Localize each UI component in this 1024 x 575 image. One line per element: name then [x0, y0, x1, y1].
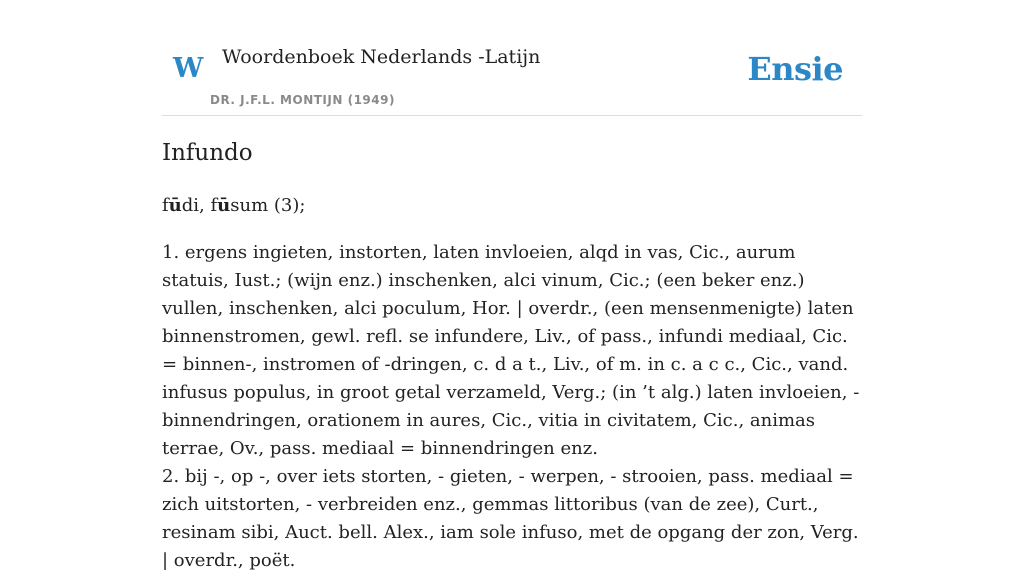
ensie-logo-link[interactable]: Ensie [747, 50, 843, 88]
definition-sense-2: 2. bij -, op -, over iets storten, - gieten, - werpen, - strooien, pass. mediaal = zich uitstorten, - verbreiden enz., gemmas littoribus (van de zee), Curt., resinam sibi, Auct. bell. Alex., iam sole infuso, met de opgang der zon, Verg. | overdr., poët. [162, 466, 859, 571]
entry-forms [162, 193, 305, 219]
forms-long-vowel: ū [168, 195, 182, 216]
dictionary-header [162, 0, 862, 116]
entry-definition [162, 239, 862, 575]
page-container [162, 0, 862, 571]
forms-text: sum (3); [230, 195, 306, 216]
definition-sense-1: 1. ergens ingieten, instorten, laten invloeien, alqd in vas, Cic., aurum statuis, Iust.; (wijn enz.) inschenken, alci vinum, Cic.; (een beker enz.) vullen, inschenken, alci poculum, Hor. | overdr., (een mensenmenigte) laten binnenstromen, gewl. refl. se infundere, Liv., of pass., infundi mediaal, Cic. = binnen-, instromen of -dringen, c. d a t., Liv., of m. in c. a c c., Cic., vand. infusus populus, in groot getal verzameld, Verg.; (in ’t alg.) laten invloeien, - binnendringen, orationem in aures, Cic., vitia in civitatem, Cic., animas terrae, Ov., pass. mediaal = binnendringen enz. [162, 242, 860, 459]
forms-long-vowel: ū [217, 195, 231, 216]
dictionary-author: DR. J.F.L. MONTIJN (1949) [210, 93, 395, 107]
dictionary-logo[interactable]: W [173, 53, 204, 84]
forms-text: f [162, 195, 169, 216]
dictionary-title[interactable]: Woordenboek Nederlands -Latijn [222, 46, 541, 68]
entry-title: Infundo [162, 140, 253, 166]
forms-text: di, f [181, 195, 218, 216]
